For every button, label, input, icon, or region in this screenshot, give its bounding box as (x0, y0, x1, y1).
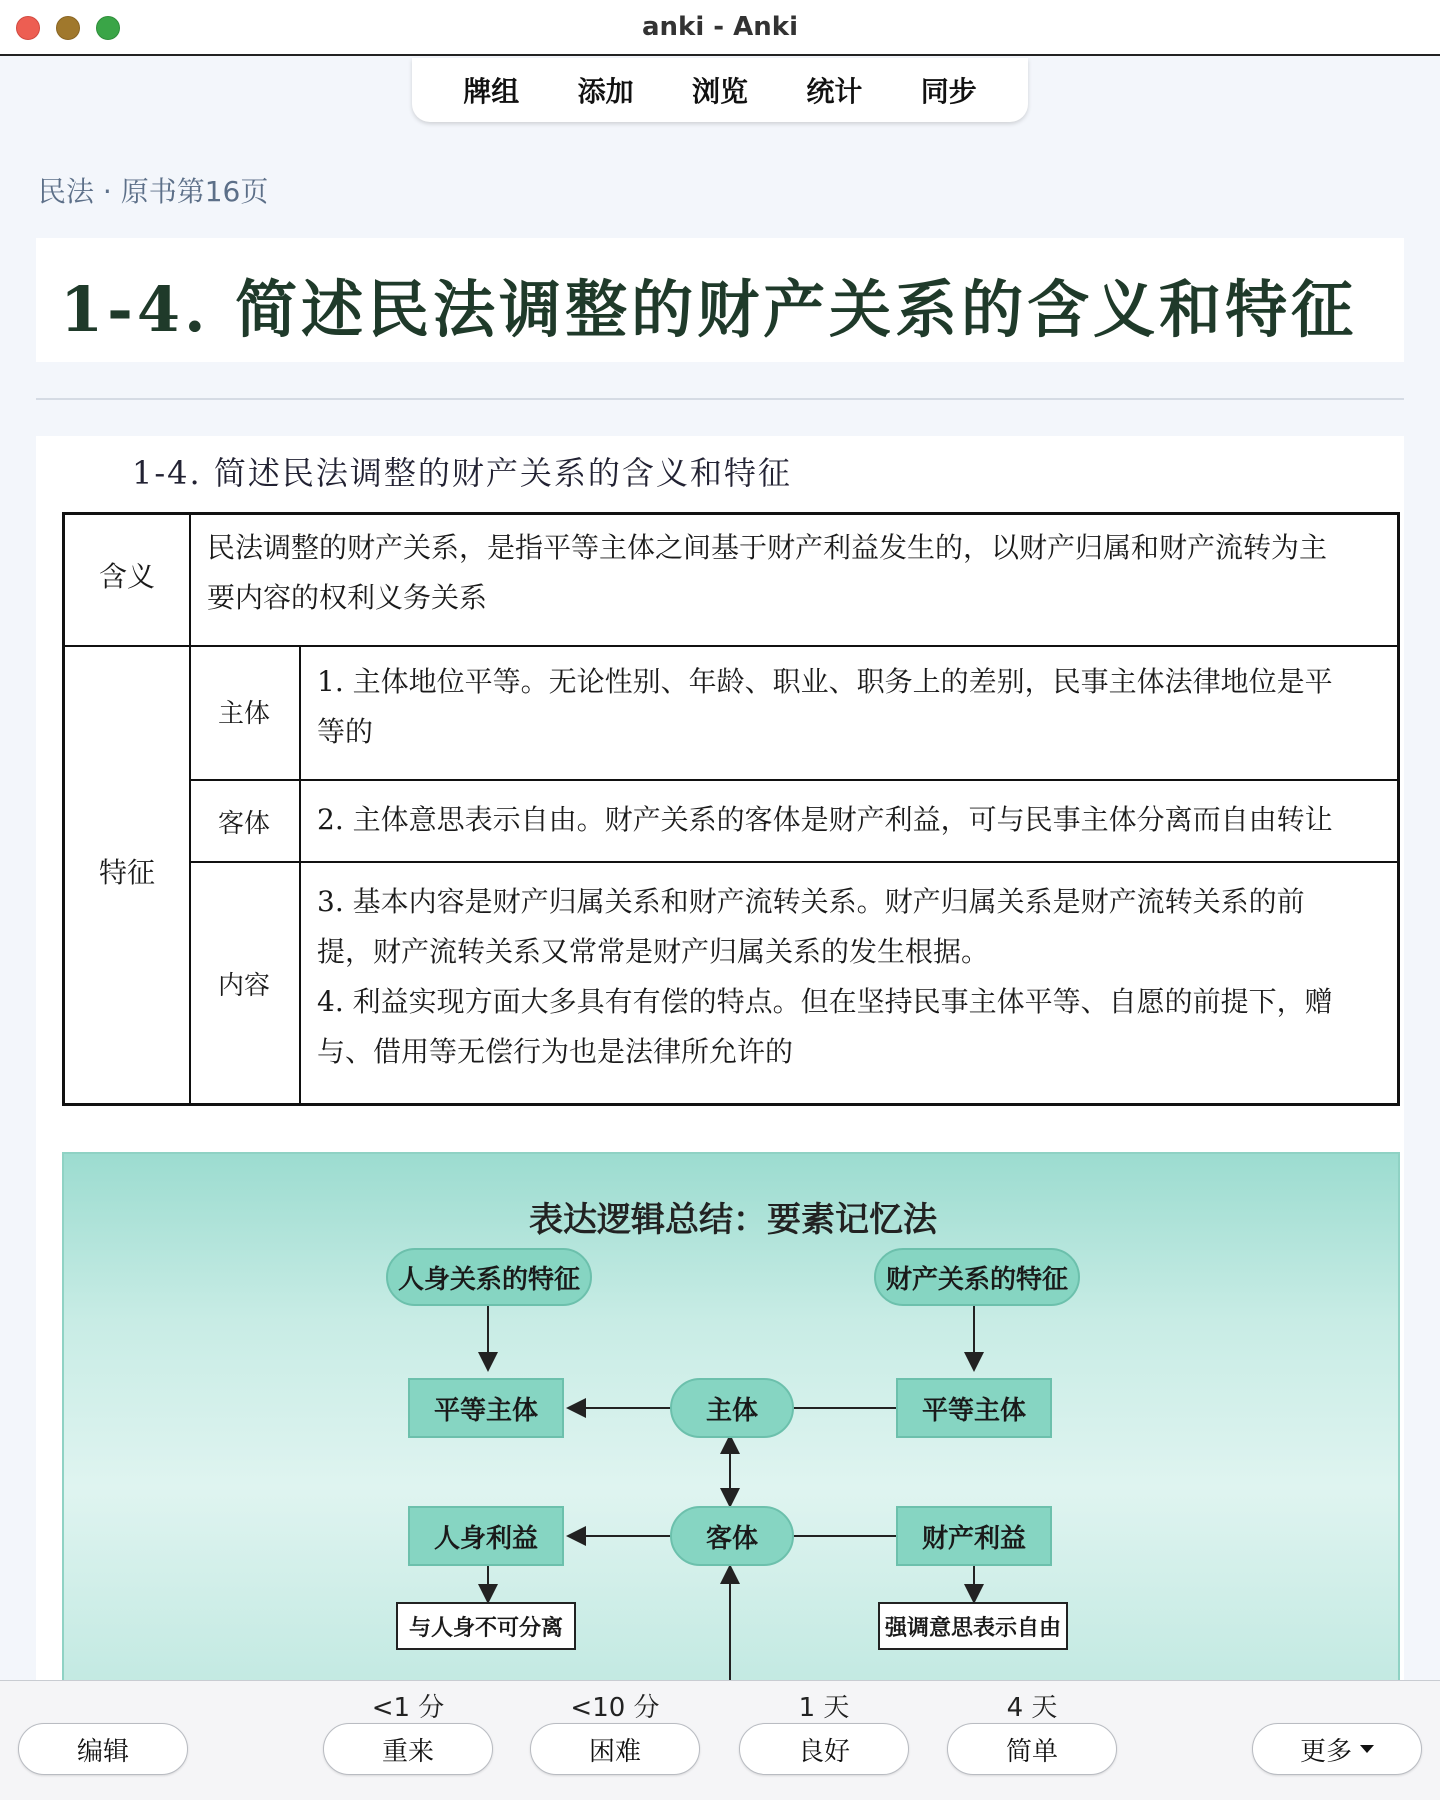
toolbar-stats-button[interactable]: 统计 (806, 75, 863, 108)
features-table (62, 512, 1400, 1106)
inseparable-node: 与人身不可分离 (396, 1602, 576, 1650)
chevron-down-icon (1360, 1745, 1374, 1753)
diagram-title: 表达逻辑总结：要素记忆法 (529, 1200, 937, 1240)
content-text-line-4: 与、借用等无偿行为也是法律所允许的 (317, 1035, 794, 1068)
deck-label: 民法 · 原书第16页 (38, 175, 269, 208)
easy-interval: 4 天 (1006, 1693, 1058, 1723)
toolbar-sync-button[interactable]: 同步 (920, 75, 977, 108)
equal-subject-right-node: 平等主体 (896, 1378, 1052, 1438)
card-front-panel (36, 238, 1404, 362)
answer-bar (0, 1680, 1440, 1800)
more-button-label: 更多 (1299, 1736, 1352, 1767)
features-label: 特征 (98, 856, 155, 889)
content-text-line-1: 3. 基本内容是财产归属关系和财产流转关系。财产归属关系是财产流转关系的前 (317, 885, 1305, 918)
personal-interest-node: 人身利益 (408, 1506, 564, 1566)
object-node: 客体 (670, 1506, 794, 1566)
good-interval: 1 天 (798, 1693, 850, 1723)
subject-text-line-1: 1. 主体地位平等。无论性别、年龄、职业、职务上的差别，民事主体法律地位是平 (317, 665, 1333, 698)
object-text: 2. 主体意思表示自由。财产关系的客体是财产利益，可与民事主体分离而自由转让 (317, 803, 1333, 836)
table-divider (189, 861, 1397, 863)
hard-button[interactable]: 困难 (530, 1723, 700, 1775)
easy-button[interactable]: 简单 (947, 1723, 1117, 1775)
subject-node: 主体 (670, 1378, 794, 1438)
memory-diagram (62, 1152, 1400, 1686)
again-interval: <1 分 (371, 1693, 445, 1723)
more-button[interactable] (1252, 1723, 1422, 1775)
content-label: 内容 (217, 971, 270, 1001)
window-title: anki - Anki (642, 12, 798, 42)
subject-label: 主体 (217, 699, 270, 729)
again-button[interactable]: 重来 (323, 1723, 493, 1775)
object-label: 客体 (217, 809, 270, 839)
meaning-label: 含义 (98, 560, 155, 593)
content-text-line-2: 提，财产流转关系又常常是财产归属关系的发生根据。 (317, 935, 990, 968)
meaning-text-line-1: 民法调整的财产关系，是指平等主体之间基于财产利益发生的，以财产归属和财产流转为主 (207, 531, 1328, 564)
content-text-line-3: 4. 利益实现方面大多具有有偿的特点。但在坚持民事主体平等、自愿的前提下，赠 (317, 985, 1333, 1018)
table-divider (65, 645, 1397, 647)
property-interest-node: 财产利益 (896, 1506, 1052, 1566)
window-titlebar (0, 0, 1440, 56)
toolbar-browse-button[interactable]: 浏览 (691, 75, 748, 108)
subject-text-line-2: 等的 (317, 715, 374, 748)
table-divider (189, 779, 1397, 781)
toolbar-decks-button[interactable]: 牌组 (463, 75, 520, 108)
card-front-title: 1-4. 简述民法调整的财产关系的含义和特征 (60, 273, 1358, 346)
hard-interval: <10 分 (570, 1693, 660, 1723)
good-button[interactable]: 良好 (739, 1723, 909, 1775)
equal-subject-left-node: 平等主体 (408, 1378, 564, 1438)
card-back-panel (36, 436, 1404, 1686)
property-features-node: 财产关系的特征 (874, 1248, 1080, 1306)
free-will-node: 强调意思表示自由 (878, 1602, 1068, 1650)
edit-button[interactable]: 编辑 (18, 1723, 188, 1775)
table-divider (299, 645, 301, 1103)
card-back-title: 1-4. 简述民法调整的财产关系的含义和特征 (132, 454, 792, 492)
answer-divider (36, 398, 1404, 400)
toolbar-add-button[interactable]: 添加 (577, 75, 634, 108)
meaning-text-line-2: 要内容的权利义务关系 (207, 581, 488, 614)
personal-features-node: 人身关系的特征 (386, 1248, 592, 1306)
main-toolbar (412, 58, 1028, 122)
